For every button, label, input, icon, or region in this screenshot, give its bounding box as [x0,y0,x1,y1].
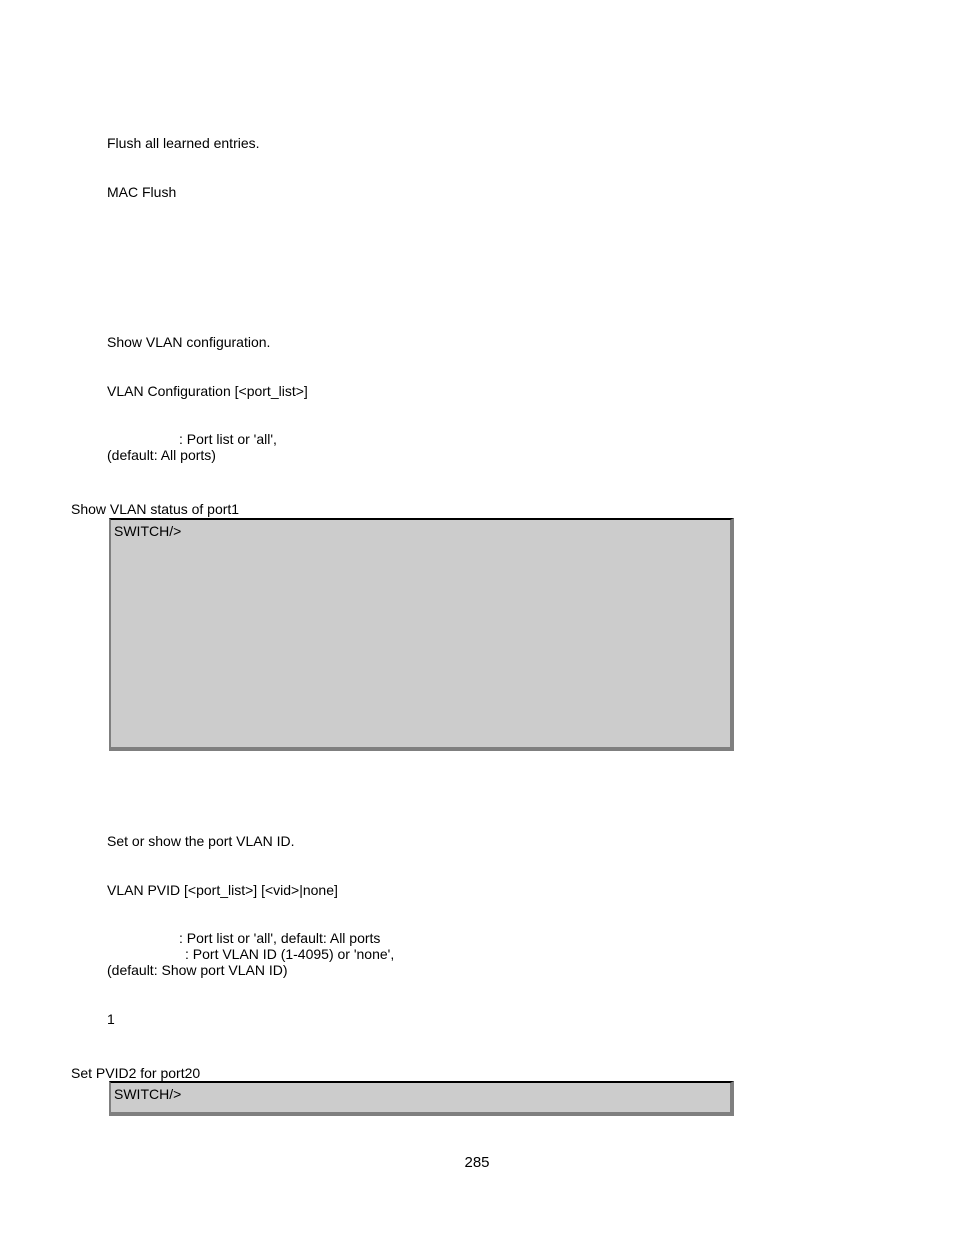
vlan-config-param-default: (default: All ports) [107,447,216,463]
page-number: 285 [464,1154,490,1171]
vlan-pvid-description: Set or show the port VLAN ID. [107,833,295,849]
vlan-pvid-syntax: VLAN PVID [<port_list>] [<vid>|none] [107,882,338,898]
vlan-config-description: Show VLAN configuration. [107,334,271,350]
vlan-pvid-terminal-box [109,1081,734,1116]
terminal-prompt: SWITCH/> [114,1086,182,1102]
mac-flush-syntax: MAC Flush [107,184,177,200]
vlan-pvid-default-value: 1 [107,1011,115,1027]
vlan-pvid-param-port-list: : Port list or 'all', default: All ports [179,930,381,946]
vlan-config-terminal-box [109,518,734,751]
vlan-config-example-caption: Show VLAN status of port1 [71,501,240,517]
mac-flush-description: Flush all learned entries. [107,135,260,151]
vlan-config-syntax: VLAN Configuration [<port_list>] [107,383,308,399]
vlan-pvid-param-vid: : Port VLAN ID (1-4095) or 'none', [185,946,395,962]
vlan-pvid-example-caption: Set PVID2 for port20 [71,1065,201,1081]
vlan-config-param-port-list: : Port list or 'all', [179,431,277,447]
terminal-prompt: SWITCH/> [114,523,182,539]
vlan-pvid-param-default: (default: Show port VLAN ID) [107,962,288,978]
